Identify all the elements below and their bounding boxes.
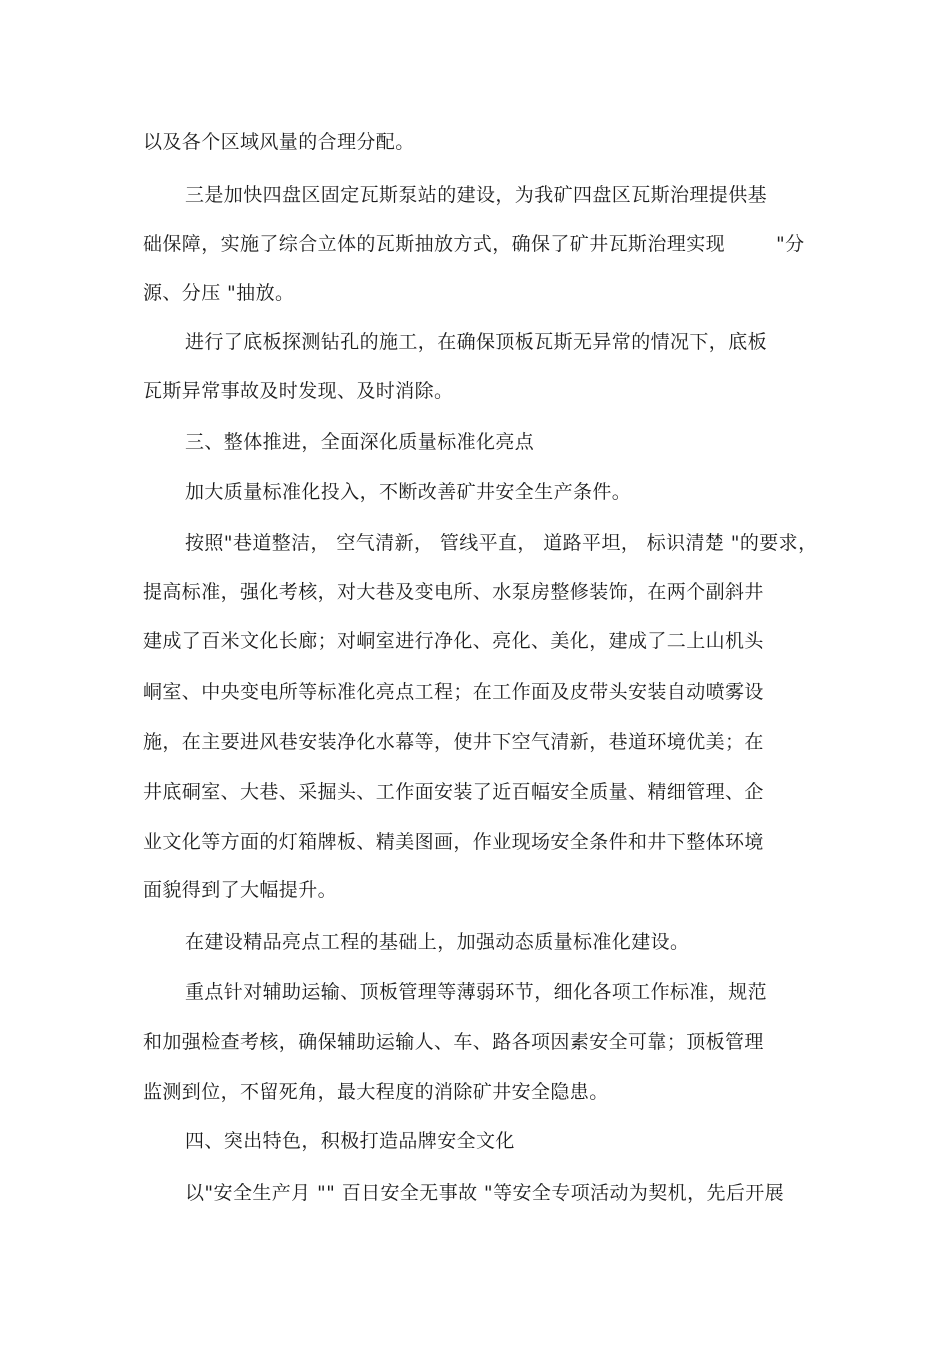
paragraph-line: 按照"巷道整洁， 空气清新， 管线平直， 道路平坦， 标识清楚 "的要求， xyxy=(185,532,818,554)
paragraph-line: 以"安全生产月 "" 百日安全无事故 "等安全专项活动为契机，先后开展 xyxy=(185,1182,785,1204)
text-line: 础保障，实施了综合立体的瓦斯抽放方式，确保了矿井瓦斯治理实现 xyxy=(143,233,726,255)
text-line: 瓦斯异常事故及时发现、及时消除。 xyxy=(143,380,454,402)
text-line: 井底硐室、大巷、采掘头、工作面安装了近百幅安全质量、精细管理、企 xyxy=(143,781,764,803)
text-line: 和加强检查考核，确保辅助运输人、车、路各项因素安全可靠；顶板管理 xyxy=(143,1031,764,1053)
paragraph-line: 在建设精品亮点工程的基础上，加强动态质量标准化建设。 xyxy=(185,931,690,953)
paragraph-line: 重点针对辅助运输、顶板管理等薄弱环节，细化各项工作标准，规范 xyxy=(185,981,768,1003)
text-line: 源、分压 "抽放。 xyxy=(143,282,295,304)
text-line: 建成了百米文化长廊；对峒室进行净化、亮化、美化，建成了二上山机头 xyxy=(143,630,764,652)
text-line: 峒室、中央变电所等标准化亮点工程；在工作面及皮带头安装自动喷雾设 xyxy=(143,681,764,703)
paragraph-line: 加大质量标准化投入，不断改善矿井安全生产条件。 xyxy=(185,481,632,503)
text-line: 施，在主要进风巷安装净化水幕等，使井下空气清新，巷道环境优美；在 xyxy=(143,731,764,753)
text-line-fragment: "分 xyxy=(776,233,805,255)
paragraph-line: 三是加快四盘区固定瓦斯泵站的建设，为我矿四盘区瓦斯治理提供基 xyxy=(185,184,768,206)
section-heading: 三、整体推进，全面深化质量标准化亮点 xyxy=(185,431,535,453)
text-line: 提高标准，强化考核，对大巷及变电所、水泵房整修装饰，在两个副斜井 xyxy=(143,581,764,603)
text-line: 监测到位，不留死角，最大程度的消除矿井安全隐患。 xyxy=(143,1081,609,1103)
text-line: 以及各个区域风量的合理分配。 xyxy=(143,131,415,153)
paragraph-line: 进行了底板探测钻孔的施工，在确保顶板瓦斯无异常的情况下，底板 xyxy=(185,331,768,353)
text-line: 业文化等方面的灯箱牌板、精美图画，作业现场安全条件和井下整体环境 xyxy=(143,831,764,853)
text-line: 面貌得到了大幅提升。 xyxy=(143,879,338,901)
section-heading: 四、突出特色，积极打造品牌安全文化 xyxy=(185,1130,515,1152)
